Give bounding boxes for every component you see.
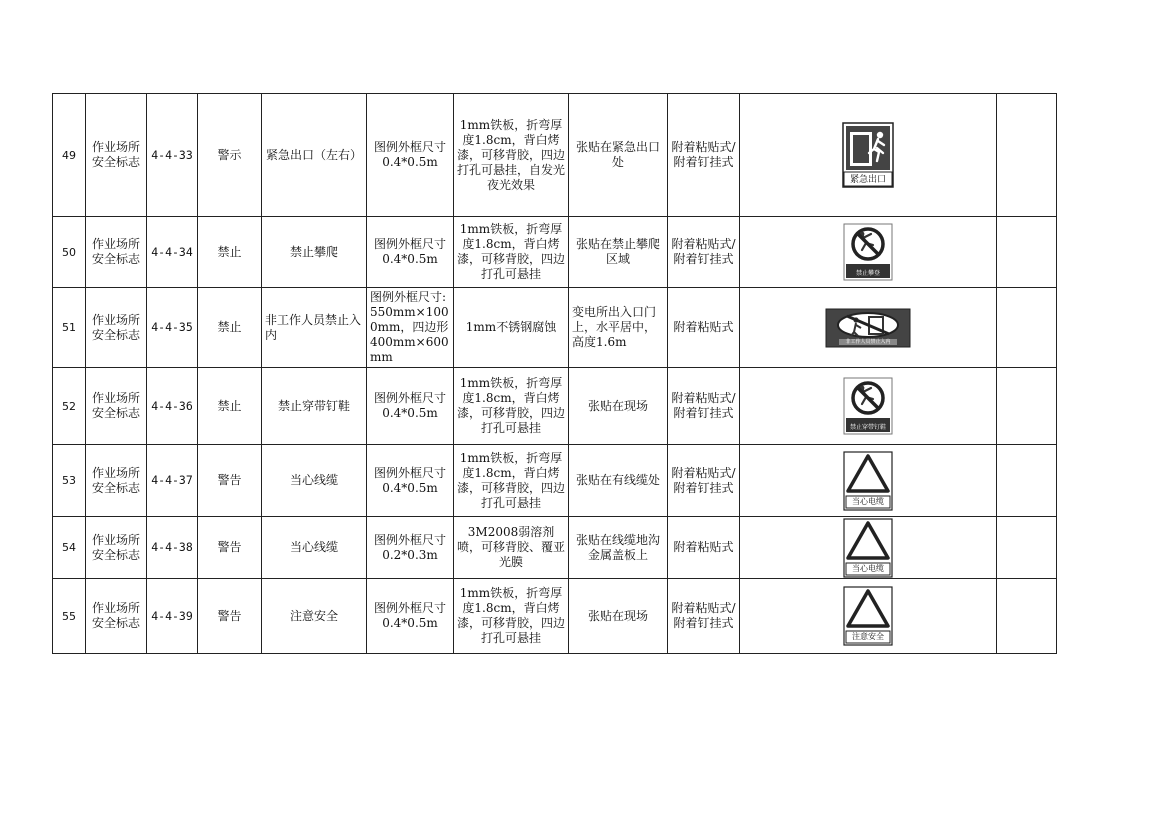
- sign-image-cell: [740, 368, 997, 445]
- sign-image-cell: [740, 517, 997, 579]
- sign-caption: 注意安全: [852, 632, 884, 641]
- sign-image-cell: [740, 217, 997, 288]
- spec-cell: 图例外框尺寸:550mm×1000mm，四边形400mm×600mm: [367, 288, 454, 368]
- type-cell: 禁止: [198, 368, 262, 445]
- remarks-cell: [997, 217, 1057, 288]
- sign-image-cell: [740, 94, 997, 217]
- code-cell: 4-4-37: [147, 445, 198, 517]
- material-cell: 1mm铁板，折弯厚度1.8cm，背白烤漆，可移背胶，四边打孔可悬挂: [454, 445, 569, 517]
- location-cell: 张贴在禁止攀爬区域: [569, 217, 668, 288]
- name-cell: 禁止穿带钉鞋: [262, 368, 367, 445]
- table-row: [53, 579, 1057, 654]
- mount-cell: 附着粘贴式/附着钉挂式: [668, 368, 740, 445]
- remarks-cell: [997, 368, 1057, 445]
- remarks-cell: [997, 94, 1057, 217]
- spec-cell: 图例外框尺寸0.4*0.5m: [367, 368, 454, 445]
- material-cell: 1mm不锈钢腐蚀: [454, 288, 569, 368]
- exclamation-warning-icon: [843, 586, 893, 646]
- sign-caption: 当心电缆: [852, 563, 884, 573]
- category-cell: 作业场所安全标志: [86, 288, 147, 368]
- name-cell: 当心线缆: [262, 445, 367, 517]
- category-cell: 作业场所安全标志: [86, 94, 147, 217]
- seq-cell: 54: [53, 517, 86, 579]
- type-cell: 禁止: [198, 288, 262, 368]
- sign-caption: 紧急出口: [849, 175, 886, 185]
- category-cell: 作业场所安全标志: [86, 217, 147, 288]
- name-cell: 注意安全: [262, 579, 367, 654]
- sign-image-cell: [740, 288, 997, 368]
- material-cell: 1mm铁板，折弯厚度1.8cm，背白烤漆，可移背胶，四边打孔可悬挂: [454, 579, 569, 654]
- category-cell: 作业场所安全标志: [86, 517, 147, 579]
- name-cell: 紧急出口（左右）: [262, 94, 367, 217]
- sign-caption: 禁止穿带钉鞋: [849, 424, 886, 431]
- table-row: [53, 217, 1057, 288]
- sign-spec-table: [52, 93, 1057, 654]
- table-row: [53, 288, 1057, 368]
- sign-image-cell: [740, 579, 997, 654]
- mount-cell: 附着粘贴式: [668, 517, 740, 579]
- location-cell: 张贴在紧急出口处: [569, 94, 668, 217]
- location-cell: 张贴在线缆地沟金属盖板上: [569, 517, 668, 579]
- table-row: [53, 445, 1057, 517]
- code-cell: 4-4-33: [147, 94, 198, 217]
- type-cell: 警告: [198, 579, 262, 654]
- table-row: [53, 517, 1057, 579]
- type-cell: 警示: [198, 94, 262, 217]
- location-cell: 张贴在现场: [569, 579, 668, 654]
- spec-cell: 图例外框尺寸0.4*0.5m: [367, 94, 454, 217]
- cable-warning-icon: [843, 451, 893, 511]
- table-row: [53, 368, 1057, 445]
- seq-cell: 55: [53, 579, 86, 654]
- location-cell: 张贴在有线缆处: [569, 445, 668, 517]
- remarks-cell: [997, 517, 1057, 579]
- mount-cell: 附着粘贴式/附着钉挂式: [668, 445, 740, 517]
- sign-image-cell: [740, 445, 997, 517]
- seq-cell: 51: [53, 288, 86, 368]
- seq-cell: 52: [53, 368, 86, 445]
- remarks-cell: [997, 288, 1057, 368]
- spec-cell: 图例外框尺寸0.4*0.5m: [367, 217, 454, 288]
- mount-cell: 附着粘贴式: [668, 288, 740, 368]
- seq-cell: 53: [53, 445, 86, 517]
- code-cell: 4-4-35: [147, 288, 198, 368]
- mount-cell: 附着粘贴式/附着钉挂式: [668, 94, 740, 217]
- remarks-cell: [997, 445, 1057, 517]
- category-cell: 作业场所安全标志: [86, 445, 147, 517]
- code-cell: 4-4-39: [147, 579, 198, 654]
- material-cell: 1mm铁板，折弯厚度1.8cm，背白烤漆，可移背胶，四边打孔可悬挂，自发光夜光效果: [454, 94, 569, 217]
- material-cell: 3M2008弱溶剂喷，可移背胶、覆亚光膜: [454, 517, 569, 579]
- no-entry-icon: [825, 308, 911, 348]
- type-cell: 禁止: [198, 217, 262, 288]
- spec-cell: 图例外框尺寸0.4*0.5m: [367, 445, 454, 517]
- location-cell: 张贴在现场: [569, 368, 668, 445]
- mount-cell: 附着粘贴式/附着钉挂式: [668, 217, 740, 288]
- cable-warning-icon: [843, 518, 893, 578]
- sign-caption: 当心电缆: [852, 496, 884, 506]
- name-cell: 非工作人员禁止入内: [262, 288, 367, 368]
- no-climbing-icon: [843, 223, 893, 281]
- seq-cell: 49: [53, 94, 86, 217]
- material-cell: 1mm铁板，折弯厚度1.8cm，背白烤漆，可移背胶，四边打孔可悬挂: [454, 368, 569, 445]
- table-body: [53, 94, 1057, 654]
- name-cell: 当心线缆: [262, 517, 367, 579]
- running-man-exit-icon: [842, 122, 894, 188]
- category-cell: 作业场所安全标志: [86, 368, 147, 445]
- spec-cell: 图例外框尺寸0.4*0.5m: [367, 579, 454, 654]
- location-cell: 变电所出入口门上，水平居中，高度1.6m: [569, 288, 668, 368]
- name-cell: 禁止攀爬: [262, 217, 367, 288]
- type-cell: 警告: [198, 445, 262, 517]
- no-spiked-shoes-icon: [843, 377, 893, 435]
- code-cell: 4-4-36: [147, 368, 198, 445]
- code-cell: 4-4-34: [147, 217, 198, 288]
- remarks-cell: [997, 579, 1057, 654]
- category-cell: 作业场所安全标志: [86, 579, 147, 654]
- code-cell: 4-4-38: [147, 517, 198, 579]
- table-row: [53, 94, 1057, 217]
- mount-cell: 附着粘贴式/附着钉挂式: [668, 579, 740, 654]
- sign-caption: 非工作人员禁止入内: [845, 338, 891, 345]
- type-cell: 警告: [198, 517, 262, 579]
- spec-cell: 图例外框尺寸0.2*0.3m: [367, 517, 454, 579]
- sign-caption: 禁止攀登: [855, 270, 880, 277]
- seq-cell: 50: [53, 217, 86, 288]
- material-cell: 1mm铁板，折弯厚度1.8cm，背白烤漆，可移背胶，四边打孔可悬挂: [454, 217, 569, 288]
